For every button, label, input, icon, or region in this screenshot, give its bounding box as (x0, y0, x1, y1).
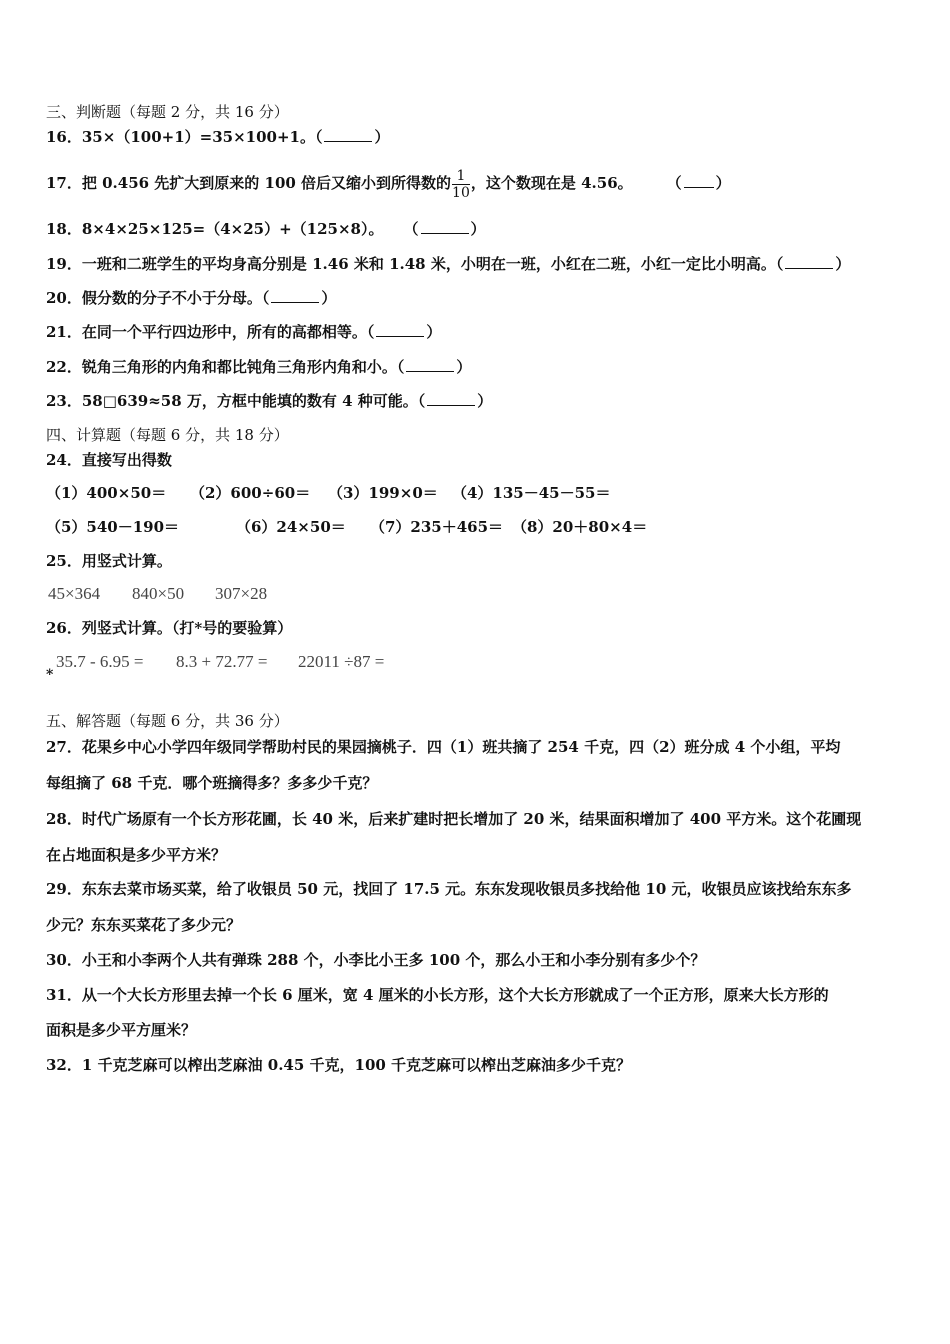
question-23 (46, 391, 492, 411)
fraction-one-tenth (452, 168, 470, 201)
fraction-denominator: 10 (452, 184, 470, 201)
section-4-title: 四、计算题（每题 6 分，共 18 分） (46, 426, 289, 444)
answer-blank-18[interactable] (421, 219, 469, 234)
question-32: 32．1 千克芝麻可以榨出芝麻油 0.45 千克，100 千克芝麻可以榨出芝麻油多少千克？ (46, 1056, 632, 1074)
question-24: 24．直接写出得数 (46, 451, 172, 469)
open-paren: （ (403, 220, 419, 238)
answer-blank-23[interactable] (427, 391, 475, 406)
calc-item-5: （5）540－190＝ (46, 518, 180, 536)
vertical-calc-2: 840×50 (132, 584, 185, 603)
answer-blank-21[interactable] (376, 322, 424, 337)
question-20 (46, 288, 336, 308)
question-17 (46, 163, 731, 203)
question-17-text-a: 17．把 0.456 先扩大到原来的 100 倍后又缩小到所得数的 (46, 174, 452, 192)
calc-item-7: （7）235＋465＝ (370, 518, 504, 536)
section-3-title: 三、判断题（每题 2 分，共 16 分） (46, 103, 289, 121)
close-paren: ） (477, 392, 493, 410)
question-28-line-2: 在占地面积是多少平方米？ (46, 846, 227, 864)
open-paren: （ (666, 174, 682, 192)
close-paren: ） (715, 174, 731, 192)
column-calc-2: 8.3 + 72.77 = (176, 652, 268, 671)
question-20-text: 20．假分数的分子不小于分母。（ (46, 289, 270, 307)
section-5-title: 五、解答题（每题 6 分，共 36 分） (46, 712, 289, 730)
question-31-line-1: 31．从一个大长方形里去掉一个长 6 厘米，宽 4 厘米的小长方形，这个大长方形就成了一个正方形，原来大长方形的 (46, 986, 829, 1004)
question-31-line-2: 面积是多少平方厘米？ (46, 1021, 197, 1039)
answer-blank-17[interactable] (684, 173, 714, 188)
close-paren: ） (470, 220, 486, 238)
calc-item-4: （4）135－45－55＝ (452, 484, 611, 502)
vertical-calc-3: 307×28 (215, 584, 268, 603)
answer-blank-20[interactable] (271, 288, 319, 303)
answer-blank-16[interactable] (324, 127, 372, 142)
close-paren: ） (321, 289, 337, 307)
question-29-line-1: 29．东东去菜市场买菜，给了收银员 50 元，找回了 17.5 元。东东发现收银员多找给他 10 元，收银员应该找给东东多 (46, 880, 852, 898)
column-calc-1: 35.7 - 6.95 = (56, 652, 144, 671)
calc-item-6: （6）24×50＝ (236, 518, 346, 536)
question-19 (46, 254, 850, 274)
column-calc-3: 22011 ÷87 = (298, 652, 385, 671)
close-paren: ） (835, 255, 851, 273)
question-30: 30．小王和小李两个人共有弹珠 288 个，小李比小王多 100 个，那么小王和小李分别有多少个？ (46, 951, 706, 969)
verify-star-marker: * (46, 667, 54, 683)
question-18-text: 18．8×4×25×125=（4×25）+（125×8）。 (46, 220, 384, 238)
question-16 (46, 127, 389, 147)
question-25: 25．用竖式计算。 (46, 552, 172, 570)
close-paren: ） (456, 358, 472, 376)
vertical-calc-1: 45×364 (48, 584, 101, 603)
question-29-line-2: 少元？东东买菜花了多少元？ (46, 916, 242, 934)
question-21 (46, 322, 441, 342)
question-21-text: 21．在同一个平行四边形中，所有的高都相等。（ (46, 323, 375, 341)
question-26: 26．列竖式计算。（打*号的要验算） (46, 619, 293, 637)
calc-item-8: （8）20＋80×4＝ (512, 518, 648, 536)
close-paren: ） (374, 128, 390, 146)
question-22 (46, 357, 471, 377)
question-17-text-b: ，这个数现在是 4.56。 (470, 174, 633, 192)
question-16-text: 16．35×（100+1）=35×100+1。（ (46, 128, 323, 146)
question-27-line-1: 27．花果乡中心小学四年级同学帮助村民的果园摘桃子．四（1）班共摘了 254 千克，四（2）班分成 4 个小组，平均 (46, 738, 841, 756)
question-18 (46, 219, 486, 239)
question-19-text: 19．一班和二班学生的平均身高分别是 1.46 米和 1.48 米，小明在一班，小红在二班，小红一定比小明高。（ (46, 255, 784, 273)
question-27-line-2: 每组摘了 68 千克．哪个班摘得多？多多少千克？ (46, 774, 378, 792)
fraction-numerator: 1 (452, 168, 470, 185)
question-28-line-1: 28．时代广场原有一个长方形花圃，长 40 米，后来扩建时把长增加了 20 米，结果面积增加了 400 平方米。这个花圃现 (46, 810, 862, 828)
calc-item-3: （3）199×0＝ (328, 484, 438, 502)
calc-item-1: （1）400×50＝ (46, 484, 167, 502)
question-22-text: 22．锐角三角形的内角和都比钝角三角形内角和小。（ (46, 358, 405, 376)
question-23-text: 23．58□639≈58 万，方框中能填的数有 4 种可能。（ (46, 392, 426, 410)
calc-item-2: （2）600÷60＝ (190, 484, 311, 502)
answer-blank-22[interactable] (406, 357, 454, 372)
close-paren: ） (426, 323, 442, 341)
answer-blank-19[interactable] (785, 254, 833, 269)
